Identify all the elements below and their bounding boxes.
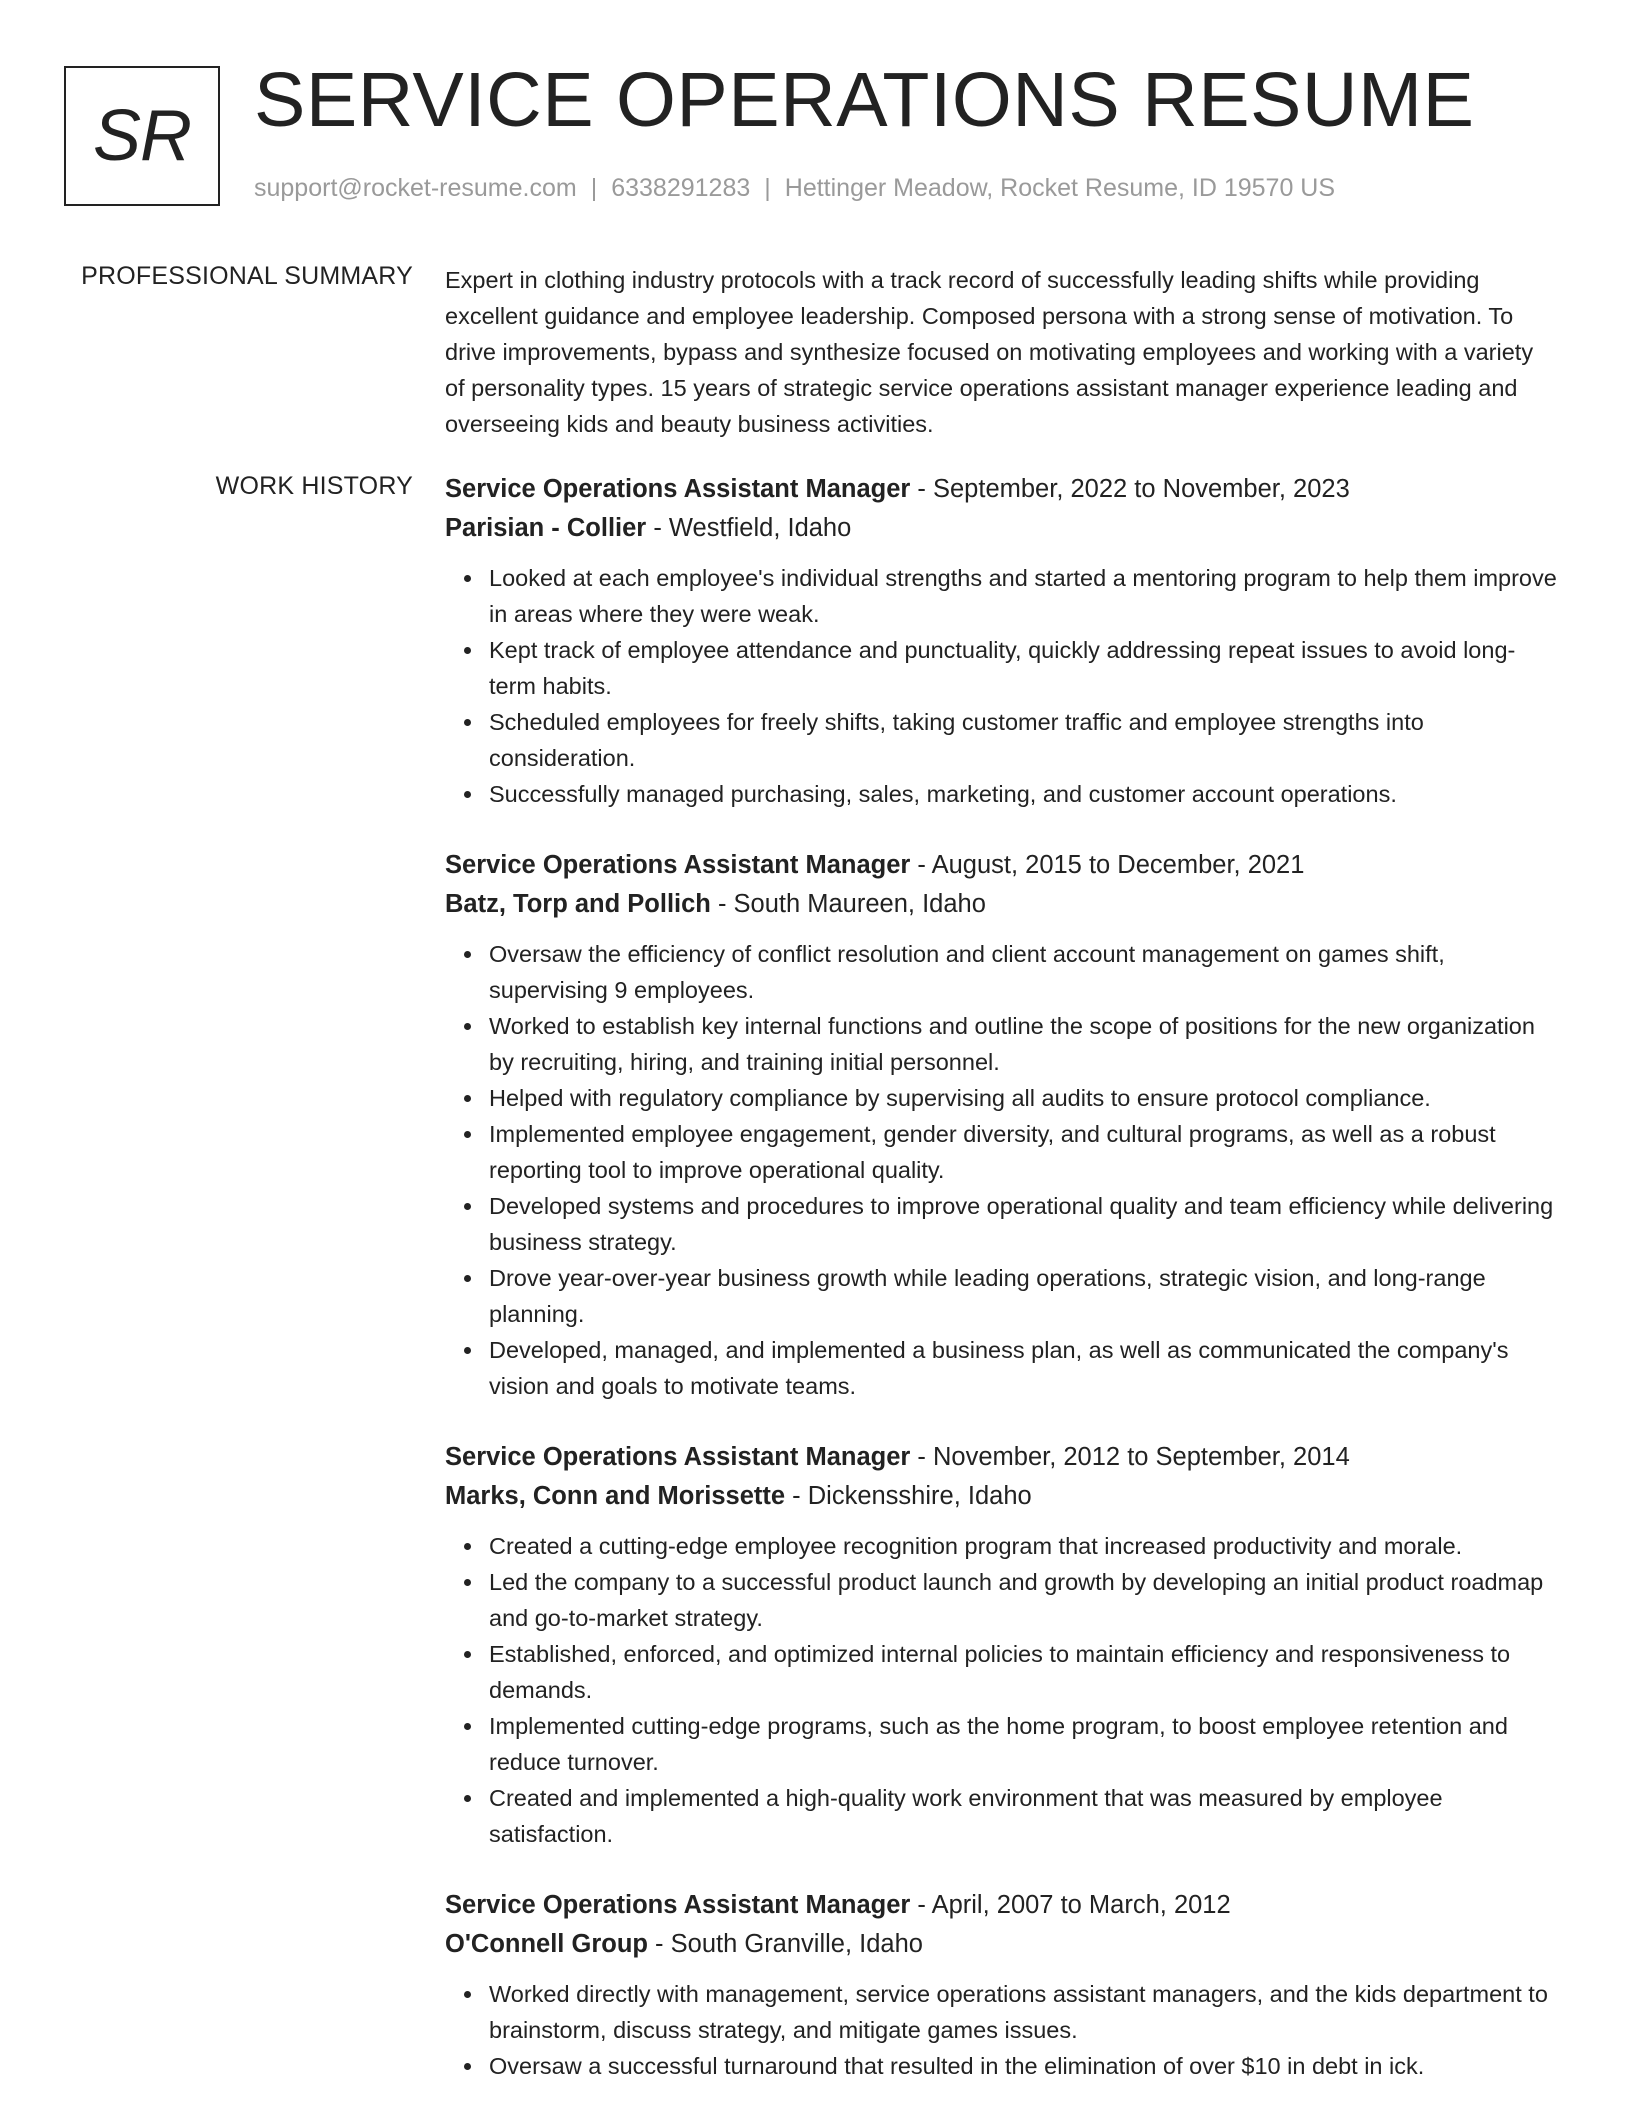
job-bullets xyxy=(445,1528,1557,1852)
job-bullet: Led the company to a successful product launch and growth by developing an initial product roadmap and go-to-market strategy. xyxy=(489,1564,1557,1636)
job-bullet: Worked directly with management, service operations assistant managers, and the kids department to brainstorm, discuss strategy, and mitigate games issues. xyxy=(489,1976,1557,2048)
job-bullet: Worked to establish key internal functions and outline the scope of positions for the new organization by recruiting, hiring, and training initial personnel. xyxy=(489,1008,1557,1080)
summary-body xyxy=(445,262,1557,442)
job-company: Parisian - Collier xyxy=(445,514,647,542)
job-bullet: Scheduled employees for freely shifts, taking customer traffic and employee strengths into consideration. xyxy=(489,704,1557,776)
job-location: - Westfield, Idaho xyxy=(646,514,852,542)
job-title-line xyxy=(445,1438,1557,1477)
job-company-line xyxy=(445,885,1557,924)
job-bullet: Oversaw a successful turnaround that resulted in the elimination of over $10 in debt in ick. xyxy=(489,2048,1557,2084)
contact-separator: | xyxy=(590,174,598,202)
job-location: - South Maureen, Idaho xyxy=(710,890,986,918)
initials-text: SR xyxy=(92,96,192,176)
job-bullet: Oversaw the efficiency of conflict resolution and client account management on games shift, supervising 9 employees. xyxy=(489,936,1557,1008)
summary-text: Expert in clothing industry protocols with a track record of successfully leading shifts while providing excellent guidance and employee leadership. Composed persona with a strong sense of motivation. To drive improvements, bypass and synthesize focused on motivating employees and working with a variety of personality types. 15 years of strategic service operations assistant manager experience leading and overseeing kids and beauty business activities. xyxy=(445,267,1534,437)
resume-title: SERVICE OPERATIONS RESUME xyxy=(254,57,1475,143)
job-bullets xyxy=(445,560,1557,812)
contact-separator: | xyxy=(764,174,771,202)
job-company: Marks, Conn and Morissette xyxy=(445,1482,786,1510)
contact-phone: 6338291283 xyxy=(611,174,751,202)
job-title-line xyxy=(445,846,1557,885)
job-bullet: Implemented cutting-edge programs, such as the home program, to boost employee retention and reduce turnover. xyxy=(489,1708,1557,1780)
job-dates: - September, 2022 to November, 2023 xyxy=(910,475,1350,503)
job-dates: - August, 2015 to December, 2021 xyxy=(910,851,1305,879)
job-bullet: Developed, managed, and implemented a business plan, as well as communicated the company's vision and goals to motivate teams. xyxy=(489,1332,1557,1404)
job-dates: - April, 2007 to March, 2012 xyxy=(910,1891,1231,1919)
job-bullet: Successfully managed purchasing, sales, marketing, and customer account operations. xyxy=(489,776,1557,812)
job-bullet: Established, enforced, and optimized internal policies to maintain efficiency and responsiveness to demands. xyxy=(489,1636,1557,1708)
work-history-body xyxy=(445,470,1557,2118)
job-bullet: Created a cutting-edge employee recognition program that increased productivity and morale. xyxy=(489,1528,1557,1564)
job-company-line xyxy=(445,1925,1557,1964)
job-company-line xyxy=(445,509,1557,548)
job-title-line xyxy=(445,1886,1557,1925)
job-bullet: Drove year-over-year business growth while leading operations, strategic vision, and long-range planning. xyxy=(489,1260,1557,1332)
job-entry xyxy=(445,470,1557,812)
job-title: Service Operations Assistant Manager xyxy=(445,1443,911,1471)
job-bullet: Looked at each employee's individual strengths and started a mentoring program to help them improve in areas where they were weak. xyxy=(489,560,1557,632)
job-location: - Dickensshire, Idaho xyxy=(785,1482,1032,1510)
job-entry xyxy=(445,1886,1557,2084)
job-bullet: Implemented employee engagement, gender diversity, and cultural programs, as well as a robust reporting tool to improve operational quality. xyxy=(489,1116,1557,1188)
job-title-line xyxy=(445,470,1557,509)
job-title: Service Operations Assistant Manager xyxy=(445,475,911,503)
contact-email: support@rocket-resume.com xyxy=(254,174,577,202)
contact-line xyxy=(254,174,1335,203)
job-title: Service Operations Assistant Manager xyxy=(445,851,911,879)
job-dates: - November, 2012 to September, 2014 xyxy=(910,1443,1350,1471)
summary-label: PROFESSIONAL SUMMARY xyxy=(81,262,413,290)
job-company: O'Connell Group xyxy=(445,1930,648,1958)
job-entry xyxy=(445,1438,1557,1852)
job-location: - South Granville, Idaho xyxy=(647,1930,923,1958)
job-bullet: Created and implemented a high-quality work environment that was measured by employee satisfaction. xyxy=(489,1780,1557,1852)
work-history-label: WORK HISTORY xyxy=(215,472,413,500)
job-bullets xyxy=(445,1976,1557,2084)
contact-address: Hettinger Meadow, Rocket Resume, ID 19570 US xyxy=(784,174,1336,202)
job-bullet: Kept track of employee attendance and punctuality, quickly addressing repeat issues to avoid long-term habits. xyxy=(489,632,1557,704)
job-company-line xyxy=(445,1477,1557,1516)
job-bullets xyxy=(445,936,1557,1404)
job-bullet: Developed systems and procedures to improve operational quality and team efficiency while delivering business strategy. xyxy=(489,1188,1557,1260)
job-entry xyxy=(445,846,1557,1404)
initials-monogram xyxy=(64,66,220,206)
job-company: Batz, Torp and Pollich xyxy=(445,890,711,918)
job-bullet: Helped with regulatory compliance by supervising all audits to ensure protocol compliance. xyxy=(489,1080,1557,1116)
job-title: Service Operations Assistant Manager xyxy=(445,1891,911,1919)
